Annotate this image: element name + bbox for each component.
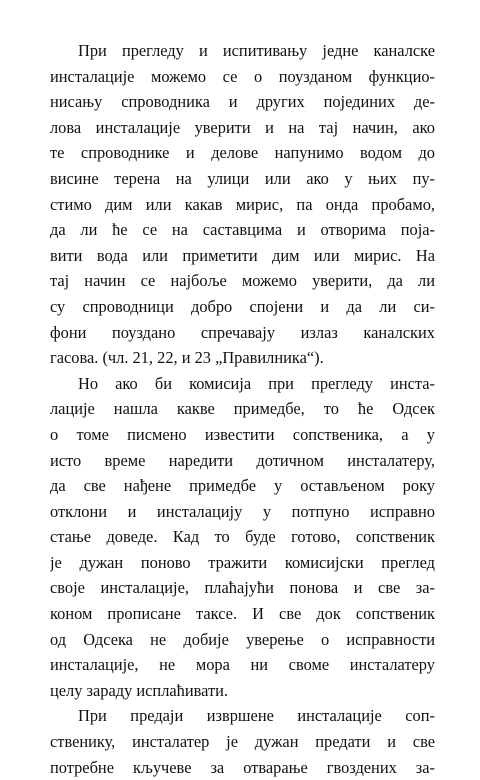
text-line: стање доведе. Кад то буде готово, сопственик [50,527,435,547]
text-line: вити вода или приметити дим или мирис. На [50,245,435,265]
text-line: те спроводнике и делове напунимо водом до [50,143,435,163]
text-line: инсталације, не мора ни своме инсталатеру [50,655,435,675]
text-line: лације нашла какве примедбе, то ће Одсек [50,399,435,419]
text-line: је дужан поново тражити комисијски преглед [50,552,435,572]
text-line: целу зараду исплаћивати. [50,680,229,700]
text-line: су спроводници добро спојени и да ли си- [50,296,435,316]
text-line: инсталације можемо се о поузданом функцио- [50,66,435,86]
text-line: потребне кључеве за отварање гвоздених за- [50,757,435,777]
text-line: При прегледу и испитивању једне каналске [78,41,435,60]
document-page [50,38,435,780]
text-line: од Одсека не добије уверење о исправности [50,629,435,649]
text-line: своје инсталације, плаћајући понова и све за- [50,578,435,598]
text-line: гасова. (чл. 21, 22, и 23 „Правилника“). [50,348,324,368]
text-line: тај начин се најбоље можемо уверити, да ли [50,271,435,291]
paragraph-2 [50,371,435,704]
text-line: При предаји извршене инсталације соп- [78,706,435,726]
text-line: коном прописане таксе. И све док сопственик [50,604,435,624]
text-line: да све нађене примедбе у остављеном року [50,476,435,496]
text-line: Но ако би комисија при прегледу инста- [78,373,435,393]
text-line: исто време наредити дотичном инсталатеру, [50,450,435,470]
text-line: нисању спроводника и других појединих де- [50,92,435,112]
paragraph-1 [50,38,435,371]
text-line: стимо дим или какав мирис, па онда пробамо, [50,194,435,214]
text-line: да ли ће се на саставцима и отворима поја- [50,220,435,240]
text-line: отклони и инсталацију у потпуно исправно [50,501,435,521]
paragraph-3 [50,703,435,780]
text-line: о томе писмено известити сопственика, а у [50,424,435,444]
text-line: лова инсталације уверити и на тај начин, ако [50,117,435,137]
text-line: висине терена на улици или ако у њих пу- [50,168,435,188]
text-line: фони поуздано спречавају излаз каналских [50,322,435,342]
text-line: ственику, инсталатер је дужан предати и све [50,732,435,752]
